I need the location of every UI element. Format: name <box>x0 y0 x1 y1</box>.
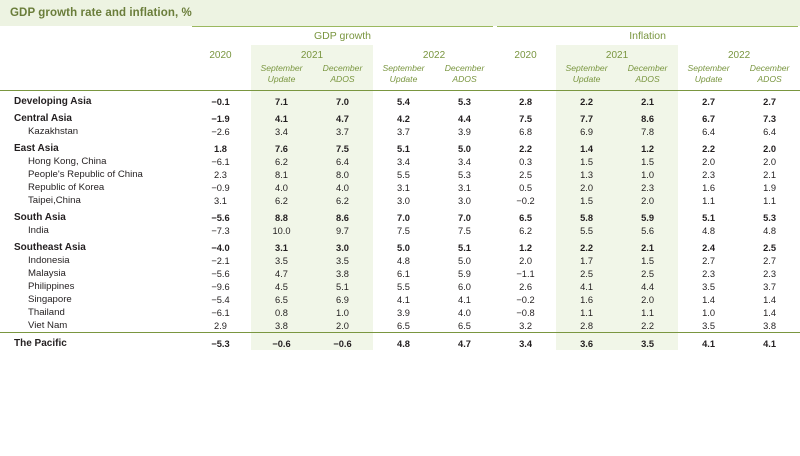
subheader-row <box>0 63 800 91</box>
table-cell: 6.5 <box>458 321 471 332</box>
group-rule-gdp <box>192 26 493 27</box>
table-cell: 3.0 <box>458 196 471 207</box>
table-cell: −5.3 <box>190 333 251 351</box>
table-cell: 2.0 <box>617 293 678 306</box>
table-cell: 5.4 <box>373 91 434 109</box>
table-row-group <box>0 138 800 155</box>
table-cell: 7.0 <box>312 91 373 109</box>
table-cell: 5.1 <box>397 144 410 155</box>
table-cell: 1.4 <box>763 308 777 319</box>
subheader-inflation-2021-dec <box>617 63 678 91</box>
table-cell: −2.1 <box>211 256 230 267</box>
table-cell: 6.2 <box>251 194 312 207</box>
table-cell: 8.0 <box>312 168 373 181</box>
table-cell: 1.6 <box>702 183 716 194</box>
table-cell: 6.9 <box>556 125 617 138</box>
table-cell: 3.1 <box>458 183 471 194</box>
table-cell: 3.1 <box>397 183 410 194</box>
table-cell: −5.4 <box>211 295 230 306</box>
column-group-inflation-label: Inflation <box>629 30 666 42</box>
page-title-bar <box>0 0 800 26</box>
table-cell: 1.5 <box>556 194 617 207</box>
year-header-inflation-2020: 2020 <box>514 50 537 61</box>
table-cell: 7.5 <box>458 226 471 237</box>
table-row <box>0 194 800 207</box>
table-cell: 2.1 <box>617 91 678 109</box>
table-cell: −0.2 <box>516 295 535 306</box>
row-label: Southeast Asia <box>14 242 86 254</box>
table-cell: 3.4 <box>495 333 556 351</box>
table-row <box>0 254 800 267</box>
subheader-inflation-2021-sep <box>556 63 617 91</box>
table-cell: 6.7 <box>702 114 716 125</box>
table-cell: 5.6 <box>617 224 678 237</box>
subheader-gdp-2021-sep <box>251 63 312 91</box>
table-cell: 1.8 <box>214 144 227 155</box>
table-cell: 3.8 <box>312 267 373 280</box>
table-cell: 2.3 <box>763 269 777 280</box>
table-cell: 7.0 <box>458 213 471 224</box>
table-cell: 2.5 <box>556 267 617 280</box>
subheader-gdp-2022-dec-line2: ADOS <box>452 73 477 84</box>
year-header-corner <box>0 45 190 63</box>
table-cell: 7.8 <box>617 125 678 138</box>
table-cell: 5.1 <box>312 280 373 293</box>
table-cell: 5.9 <box>617 207 678 224</box>
table-row <box>0 293 800 306</box>
table-cell: 2.2 <box>702 144 716 155</box>
table-cell: 1.3 <box>556 168 617 181</box>
table-cell: 10.0 <box>251 224 312 237</box>
table-cell: 8.6 <box>617 108 678 125</box>
row-label: Developing Asia <box>0 91 190 109</box>
table-cell: 5.3 <box>434 91 495 109</box>
table-cell: 3.5 <box>702 321 716 332</box>
row-label: East Asia <box>14 143 59 155</box>
table-cell: 1.5 <box>617 155 678 168</box>
table-cell: 2.1 <box>763 170 777 181</box>
group-header-row <box>0 26 800 45</box>
table-cell: −6.1 <box>211 308 230 319</box>
table-cell: 1.0 <box>702 308 716 319</box>
table-cell: 4.7 <box>312 108 373 125</box>
table-row-group <box>0 333 800 351</box>
table-cell: 4.1 <box>678 333 739 351</box>
subheader-gdp-2020 <box>190 63 251 91</box>
subheader-inflation-2022-dec <box>739 63 800 91</box>
table-cell: 5.3 <box>458 170 471 181</box>
subheader-inflation-2021-dec-line2: ADOS <box>635 73 660 84</box>
table-cell: 3.4 <box>251 125 312 138</box>
table-row <box>0 280 800 293</box>
table-cell: 6.5 <box>251 293 312 306</box>
table-cell: 2.0 <box>763 157 777 168</box>
table-cell: 2.5 <box>519 170 533 181</box>
subheader-inflation-2022-sep-line2: Update <box>694 73 723 84</box>
table-cell: −2.6 <box>211 127 230 138</box>
table-cell: 7.3 <box>763 114 777 125</box>
table-cell: 6.4 <box>702 127 716 138</box>
year-header-inflation-2021: 2021 <box>556 45 678 63</box>
table-cell: 3.5 <box>617 333 678 351</box>
table-cell: 1.4 <box>556 138 617 155</box>
table-cell: 6.2 <box>519 226 533 237</box>
table-cell: 1.1 <box>702 196 716 207</box>
table-cell: −0.6 <box>312 333 373 351</box>
table-cell: 2.0 <box>702 157 716 168</box>
table-cell: 1.4 <box>763 295 777 306</box>
table-cell: 7.0 <box>397 213 410 224</box>
subheader-gdp-2021-dec <box>312 63 373 91</box>
table-cell: −0.1 <box>190 91 251 109</box>
table-cell: 4.1 <box>458 295 471 306</box>
table-cell: 7.5 <box>312 138 373 155</box>
row-label: Indonesia <box>28 255 70 267</box>
table-row <box>0 168 800 181</box>
subheader-corner <box>0 63 190 91</box>
column-group-inflation <box>495 26 800 45</box>
table-cell: 8.8 <box>251 207 312 224</box>
table-cell: 5.9 <box>458 269 471 280</box>
table-cell: 3.4 <box>397 157 410 168</box>
table-cell: 2.0 <box>556 181 617 194</box>
subheader-gdp-2021-dec-line2: ADOS <box>330 73 355 84</box>
table-cell: −0.9 <box>211 183 230 194</box>
table-cell: 2.0 <box>617 194 678 207</box>
year-header-gdp-2020: 2020 <box>209 50 232 61</box>
table-cell: 4.0 <box>458 308 471 319</box>
page-title: GDP growth rate and inflation, % <box>10 7 192 19</box>
table-cell: −0.6 <box>251 333 312 351</box>
table-cell: 6.2 <box>251 155 312 168</box>
table-cell: 6.1 <box>397 269 410 280</box>
table-cell: −5.6 <box>211 213 230 224</box>
table-cell: 1.7 <box>556 254 617 267</box>
table-cell: 2.4 <box>702 243 716 254</box>
table-cell: 2.1 <box>617 237 678 254</box>
table-cell: 1.1 <box>763 196 777 207</box>
row-label: Philippines <box>28 281 75 293</box>
subheader-inflation-2022-dec-line1: December <box>749 63 790 73</box>
table-cell: 0.8 <box>251 306 312 319</box>
table-cell: 2.7 <box>702 256 716 267</box>
table-cell: 5.3 <box>763 213 777 224</box>
table-cell: 4.8 <box>373 333 434 351</box>
table-cell: −4.0 <box>211 243 230 254</box>
table-row <box>0 267 800 280</box>
subheader-gdp-2021-sep-line1: September <box>260 63 303 73</box>
table-cell: 2.3 <box>214 170 227 181</box>
table-cell: 3.0 <box>312 237 373 254</box>
table-cell: 1.2 <box>519 243 533 254</box>
subheader-gdp-2022-dec-line1: December <box>444 63 485 73</box>
subheader-inflation-2021-sep-line2: Update <box>572 73 601 84</box>
table-cell: 3.5 <box>702 282 716 293</box>
table-cell: 6.5 <box>519 213 533 224</box>
table-cell: 2.5 <box>617 267 678 280</box>
table-cell: 1.4 <box>702 295 716 306</box>
table-cell: 2.0 <box>519 256 533 267</box>
column-group-gdp-growth <box>190 26 495 45</box>
table-cell: 3.2 <box>519 321 533 332</box>
group-rule-inflation <box>497 26 798 27</box>
table-cell: 2.0 <box>763 144 777 155</box>
table-cell: −6.1 <box>211 157 230 168</box>
table-cell: 0.3 <box>519 157 533 168</box>
table-cell: 2.7 <box>739 91 800 109</box>
table-cell: 4.8 <box>702 226 716 237</box>
row-label: South Asia <box>14 212 66 224</box>
table-cell: 6.4 <box>763 127 777 138</box>
table-header <box>0 26 800 91</box>
table-cell: 5.0 <box>458 144 471 155</box>
subheader-gdp-2022-sep-line2: Update <box>389 73 418 84</box>
table-cell: 2.7 <box>678 91 739 109</box>
year-header-gdp-2021: 2021 <box>251 45 373 63</box>
table-cell: 4.0 <box>312 181 373 194</box>
table-cell: 5.0 <box>458 256 471 267</box>
table-cell: 6.8 <box>519 127 533 138</box>
table-cell: 2.6 <box>519 282 533 293</box>
table-row-group <box>0 237 800 254</box>
row-label: India <box>28 225 49 237</box>
table-cell: 0.5 <box>519 183 533 194</box>
table-cell: 4.8 <box>397 256 410 267</box>
table-cell: 2.8 <box>495 91 556 109</box>
row-label: The Pacific <box>0 333 190 351</box>
table-cell: 6.2 <box>312 194 373 207</box>
table-body <box>0 91 800 351</box>
subheader-gdp-2022-sep <box>373 63 434 91</box>
table-cell: 8.1 <box>251 168 312 181</box>
subheader-inflation-2022-sep <box>678 63 739 91</box>
table-cell: 4.5 <box>251 280 312 293</box>
table-cell: 5.5 <box>397 282 410 293</box>
table-cell: 1.9 <box>763 183 777 194</box>
table-cell: −1.1 <box>516 269 535 280</box>
table-cell: 4.7 <box>251 267 312 280</box>
table-cell: 7.1 <box>251 91 312 109</box>
table-cell: 3.5 <box>312 254 373 267</box>
table-cell: 2.9 <box>214 321 227 332</box>
table-cell: −0.8 <box>516 308 535 319</box>
table-cell: 9.7 <box>312 224 373 237</box>
table-cell: 3.1 <box>251 237 312 254</box>
table-row <box>0 181 800 194</box>
table-row <box>0 155 800 168</box>
table-cell: 7.5 <box>397 226 410 237</box>
table-row <box>0 319 800 333</box>
row-label: Viet Nam <box>28 320 68 332</box>
table-cell: −1.9 <box>211 114 230 125</box>
table-cell: −7.3 <box>211 226 230 237</box>
table-row-group <box>0 207 800 224</box>
table-cell: 3.9 <box>397 308 410 319</box>
row-label: Taipei,China <box>28 195 81 207</box>
table-cell: 4.2 <box>397 114 410 125</box>
table-cell: 5.8 <box>556 207 617 224</box>
table-cell: 4.8 <box>763 226 777 237</box>
table-row-group <box>0 108 800 125</box>
table-cell: 4.0 <box>251 181 312 194</box>
table-cell: 2.0 <box>312 319 373 333</box>
row-label: Thailand <box>28 307 65 319</box>
table-cell: 6.0 <box>458 282 471 293</box>
table-cell: 7.5 <box>519 114 533 125</box>
table-cell: 1.1 <box>556 306 617 319</box>
row-label: People's Republic of China <box>28 169 143 181</box>
row-label: Malaysia <box>28 268 66 280</box>
table-cell: −5.6 <box>211 269 230 280</box>
table-cell: 4.1 <box>397 295 410 306</box>
table-cell: 4.4 <box>458 114 471 125</box>
table-cell: 2.2 <box>519 144 533 155</box>
table-cell: 1.5 <box>617 254 678 267</box>
subheader-gdp-2021-sep-line2: Update <box>267 73 296 84</box>
subheader-inflation-2020 <box>495 63 556 91</box>
table-cell: 4.4 <box>617 280 678 293</box>
table-cell: 2.3 <box>617 181 678 194</box>
table-cell: 2.2 <box>556 237 617 254</box>
table-row <box>0 125 800 138</box>
table-cell: 3.7 <box>763 282 777 293</box>
table-cell: 3.6 <box>556 333 617 351</box>
table-cell: −9.6 <box>211 282 230 293</box>
table-cell: 3.0 <box>397 196 410 207</box>
table-cell: 1.0 <box>617 168 678 181</box>
subheader-gdp-2021-dec-line1: December <box>322 63 363 73</box>
table-cell: 3.7 <box>312 125 373 138</box>
table-cell: 3.5 <box>251 254 312 267</box>
subheader-inflation-2022-sep-line1: September <box>687 63 730 73</box>
table-cell: 6.9 <box>312 293 373 306</box>
table-cell: 3.1 <box>214 196 227 207</box>
column-group-gdp-growth-label: GDP growth <box>314 30 372 42</box>
table-cell: 1.1 <box>617 306 678 319</box>
row-label: Hong Kong, China <box>28 156 107 168</box>
table-cell: 4.7 <box>434 333 495 351</box>
table-cell: 2.7 <box>763 256 777 267</box>
table-row <box>0 306 800 319</box>
table-cell: 1.2 <box>617 138 678 155</box>
table-cell: 3.8 <box>251 319 312 333</box>
table-row-group <box>0 91 800 109</box>
table-cell: 6.4 <box>312 155 373 168</box>
table-cell: 5.1 <box>458 243 471 254</box>
table-cell: 3.9 <box>458 127 471 138</box>
table-cell: 2.3 <box>702 269 716 280</box>
table-cell: 6.5 <box>397 321 410 332</box>
row-label: Republic of Korea <box>28 182 105 194</box>
table-cell: 5.5 <box>397 170 410 181</box>
row-label: Central Asia <box>14 113 72 125</box>
subheader-gdp-2022-dec <box>434 63 495 91</box>
table-cell: 2.2 <box>556 91 617 109</box>
table-cell: 3.7 <box>397 127 410 138</box>
table-cell: 5.5 <box>556 224 617 237</box>
table-cell: 2.3 <box>702 170 716 181</box>
table-cell: 2.2 <box>617 319 678 333</box>
table-cell: 5.1 <box>702 213 716 224</box>
year-header-inflation-2022: 2022 <box>727 50 751 61</box>
table-cell: 8.6 <box>312 207 373 224</box>
table-cell: 1.0 <box>312 306 373 319</box>
table-cell: 3.8 <box>763 321 777 332</box>
table-cell: 7.6 <box>251 138 312 155</box>
table-cell: 7.7 <box>556 108 617 125</box>
table-cell: 3.4 <box>458 157 471 168</box>
table-cell: 2.5 <box>763 243 777 254</box>
year-header-row <box>0 45 800 63</box>
group-header-corner <box>0 26 190 45</box>
row-label: Kazakhstan <box>28 126 79 138</box>
gdp-inflation-table <box>0 26 800 350</box>
table-cell: 1.5 <box>556 155 617 168</box>
table-cell: 4.1 <box>739 333 800 351</box>
table-cell: 1.6 <box>556 293 617 306</box>
subheader-inflation-2021-dec-line1: December <box>627 63 668 73</box>
table-cell: 4.1 <box>556 280 617 293</box>
subheader-gdp-2022-sep-line1: September <box>382 63 425 73</box>
table-row <box>0 224 800 237</box>
table-cell: 4.1 <box>251 108 312 125</box>
table-cell: 2.8 <box>556 319 617 333</box>
subheader-inflation-2022-dec-line2: ADOS <box>757 73 782 84</box>
subheader-inflation-2021-sep-line1: September <box>565 63 608 73</box>
table-cell: −0.2 <box>516 196 535 207</box>
year-header-gdp-2022: 2022 <box>422 50 446 61</box>
row-label: Singapore <box>28 294 72 306</box>
table-cell: 5.0 <box>397 243 410 254</box>
